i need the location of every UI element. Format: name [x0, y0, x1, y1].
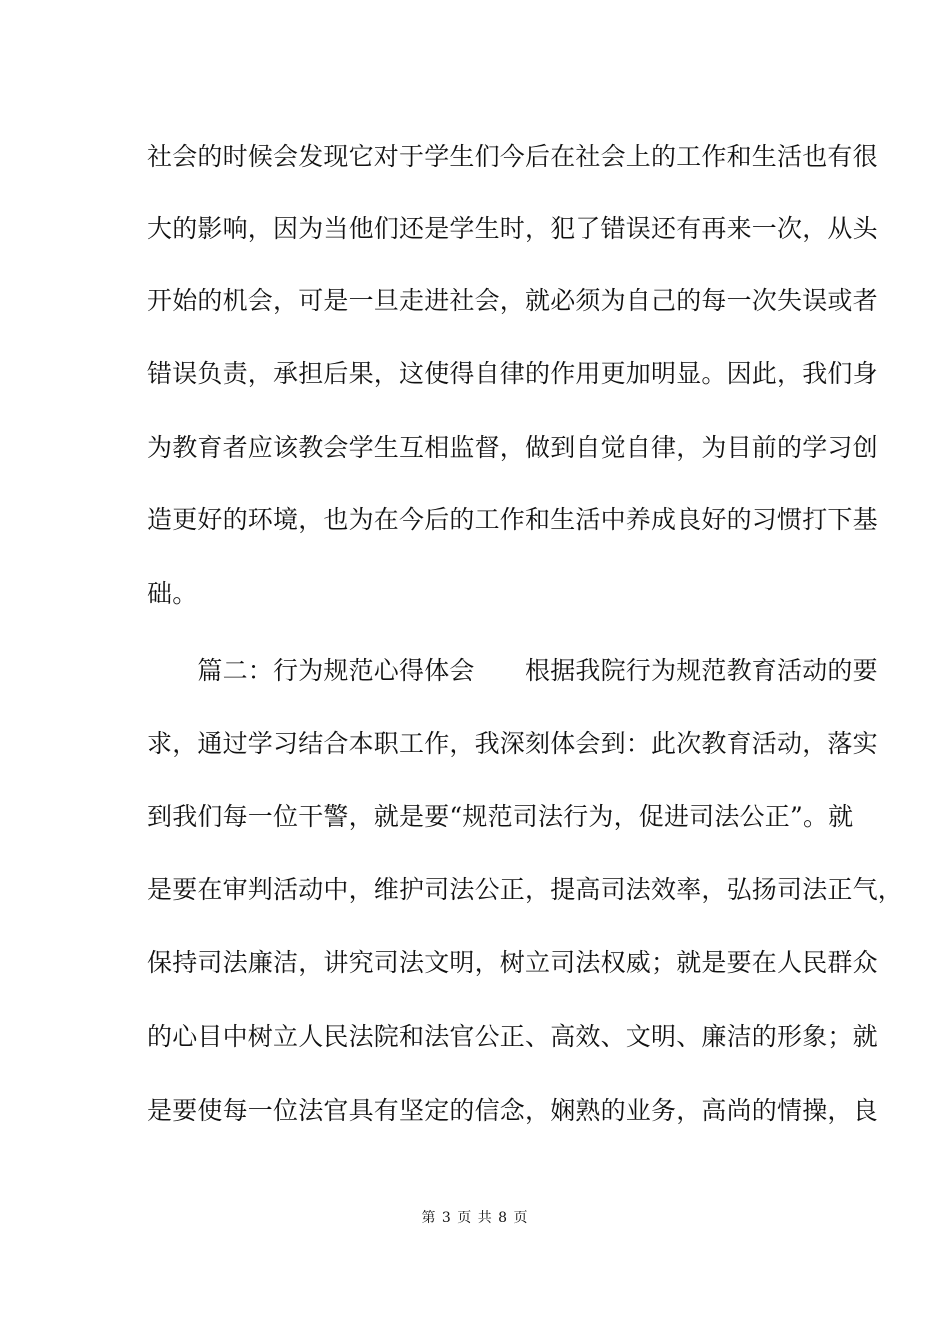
body-text-line: 是要在审判活动中，维护司法公正，提高司法效率，弘扬司法正气，: [147, 875, 904, 904]
body-text-line: 大的影响，因为当他们还是学生时，犯了错误还有再来一次，从头: [147, 214, 878, 243]
page-number-footer: 第 3 页 共 8 页: [421, 1210, 529, 1226]
body-text-line: 是要使每一位法官具有坚定的信念，娴熟的业务，高尚的情操，良: [147, 1096, 878, 1125]
body-text-line: 的心目中树立人民法院和法官公正、高效、文明、廉洁的形象；就: [147, 1022, 878, 1051]
body-text-line: 为教育者应该教会学生互相监督，做到自觉自律，为目前的学习创: [147, 433, 878, 462]
body-text-line: 保持司法廉洁，讲究司法文明，树立司法权威；就是要在人民群众: [147, 948, 878, 977]
body-text-line: 础。: [147, 579, 198, 608]
body-text-line: 求，通过学习结合本职工作，我深刻体会到：此次教育活动，落实: [147, 729, 878, 758]
body-text-line: 造更好的环境，也为在今后的工作和生活中养成良好的习惯打下基: [147, 505, 878, 534]
body-text-line: 错误负责，承担后果，这使得自律的作用更加明显。因此，我们身: [147, 359, 878, 388]
body-text-line: 社会的时候会发现它对于学生们今后在社会上的工作和生活也有很: [147, 142, 878, 171]
section-heading-line: 篇二：行为规范心得体会 根据我院行为规范教育活动的要: [147, 656, 878, 685]
body-text-line: 开始的机会，可是一旦走进社会，就必须为自己的每一次失误或者: [147, 286, 878, 315]
body-text-line: 到我们每一位干警，就是要“规范司法行为，促进司法公正”。就: [147, 802, 854, 831]
